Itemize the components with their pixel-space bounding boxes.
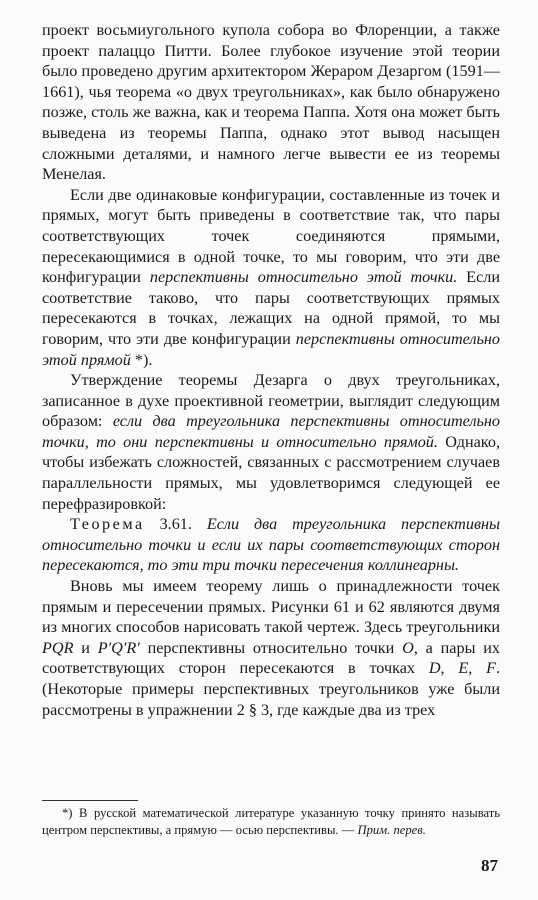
- italic-run: перспективны относительно этой точки.: [149, 268, 458, 287]
- italic-run: Прим. перев.: [357, 823, 426, 837]
- italic-run: Если два треугольника перспективны относительно точки и если их пары соответствующих сторон пересекаются, то эти три точки пересечения коллинеарны.: [42, 515, 500, 575]
- italic-run: если два треугольника перспективны относительно точки, то они перспективны и относительно прямой.: [42, 412, 500, 451]
- text-run: , а пары их соответствующих сторон пересекаются в точках: [42, 638, 500, 678]
- text-run: проект восьмиугольного купола собора во Флоренции, а также проект палаццо Питти. Более глубокое изучение этой теории было проведено другим архитектором Жераром Дезаргом (1591—1661), чья теорема «о двух треугольниках», как было обнаружено позже, столь же важна, как и теорема Паппа. Хотя она может быть выведена из теоремы Паппа, однако этот вывод насыщен сложными деталями, и намного легче вывести ее из теоремы Менелая.: [42, 21, 500, 184]
- text-run: Теорема: [70, 515, 145, 534]
- paragraph: [42, 20, 500, 185]
- text-run: перспективны относительно точки: [139, 638, 403, 657]
- text-run: Однако, чтобы избежать сложностей, связанных с рассмотрением случаев параллельности прямых, мы удовлетворимся следующей ее перефразировкой:: [42, 432, 500, 513]
- text-run: 3.61.: [144, 515, 207, 534]
- footnote-paragraph: [42, 805, 500, 839]
- italic-run: перспективны относительно этой прямой: [42, 329, 500, 369]
- text-run: *) В русской математической литературе указанную точку принято называть центром перспективы, а прямую — осью перспективы. —: [42, 806, 500, 837]
- text-run: ,: [468, 659, 487, 678]
- paragraph: [42, 185, 500, 370]
- text-run: Вновь мы имеем теорему лишь о принадлежности точек прямым и пересечении прямых. Рисунки 61 и 62 являются двумя из многих способов нарисовать такой чертеж. Здесь треугольники: [42, 577, 500, 637]
- text-run: *).: [130, 350, 153, 369]
- text-run: . (Некоторые примеры перспективных треугольников уже были рассмотрены в упражнении 2 § 3, где каждые два из трех: [42, 659, 501, 719]
- italic-run: E: [458, 659, 469, 678]
- italic-run: O: [402, 638, 414, 657]
- paragraph: [42, 576, 500, 720]
- theorem-paragraph: [42, 514, 500, 576]
- text-run: Если две одинаковые конфигурации, составленные из точек и прямых, могут быть приведены в соответствие так, что пары соответствующих точек соединяются прямыми, пересекающимися в одной точке, то мы говорим, что эти две конфигурации: [42, 185, 500, 287]
- italic-run: P′Q′R′: [97, 638, 140, 657]
- footnote: [42, 805, 500, 839]
- italic-run: PQR: [42, 638, 74, 657]
- text-run: ,: [440, 659, 459, 678]
- paragraph: [42, 370, 500, 514]
- text-run: и: [73, 638, 98, 657]
- text-run: Утверждение теоремы Дезарга о двух треугольниках, записанное в духе проективной геометрии, выглядит следующим образом:: [42, 371, 500, 431]
- main-text: [42, 20, 500, 720]
- italic-run: D: [428, 659, 441, 678]
- italic-run: F: [486, 659, 496, 678]
- text-run: Если соответствие таково, что пары соответствующих прямых пересекаются в точках, лежащих на одной прямой, то мы говорим, что эти две конфигурации: [42, 268, 500, 348]
- footnote-divider: [42, 800, 138, 801]
- page-number: 87: [481, 856, 498, 875]
